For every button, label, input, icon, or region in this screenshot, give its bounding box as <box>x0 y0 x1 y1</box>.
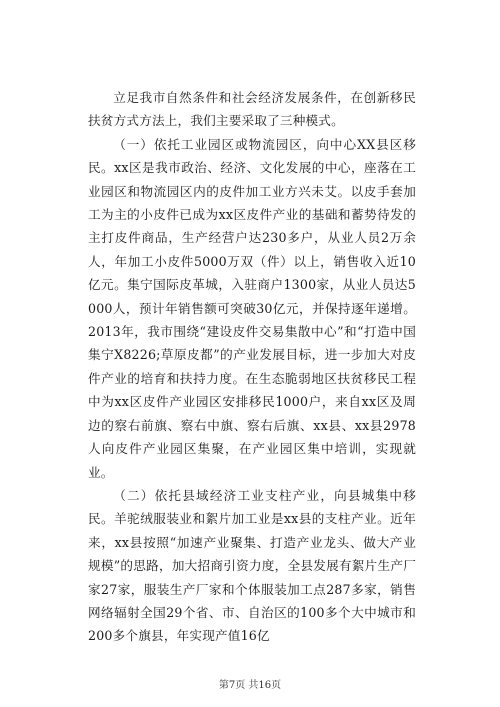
page-number-footer: 第7页 共16页 <box>218 680 282 691</box>
paragraph-mode-one: （一）依托工业园区或物流园区，向中心XX县区移民。xx区是我市政治、经济、文化发展的中心，座落在工业园区和物流园区内的皮件加工业方兴未艾。以皮手套加工为主的小皮件已成为xx区皮件产业的基础和蓄势待发的主打皮件商品，生产经营户达230多户，从业人员2万余人，年加工小皮件5000万双（件）以上，销售收入近10亿元。集宁国际皮革城，入驻商户1300家，从业人员达5000人，预计年销售额可突破30亿元，并保持逐年递增。2013年，我市围绕“建设皮件交易集散中心”和“打造中国集宁X8226;草原皮都”的产业发展目标，进一步加大对皮件产业的培育和扶持力度。在生态脆弱地区扶贫移民工程中为xx区皮件产业园区安排移民1000户，来自xx区及周边的察右前旗、察右中旗、察右后旗、xx县、xx县2978人向皮件产业园区集聚，在产业园区集中培训，实现就业。 <box>88 136 416 480</box>
paragraph-mode-two: （二）依托县域经济工业支柱产业，向县城集中移民。羊驼绒服装业和絮片加工业是xx县的支柱产业。近年来，xx县按照“加速产业聚集、打造产业龙头、做大产业规模”的思路，加大招商引资力度，全县发展有絮片生产厂家27家，服装生产厂家和个体服装加工点287多家，销售网络辐射全国29个省、市、自治区的100多个大中城市和200多个旗县，年实现产值16亿 <box>88 487 416 644</box>
paragraph-intro: 立足我市自然条件和社会经济发展条件，在创新移民扶贫方式方法上，我们主要采取了三种模式。 <box>88 90 416 129</box>
document-body <box>88 86 416 648</box>
